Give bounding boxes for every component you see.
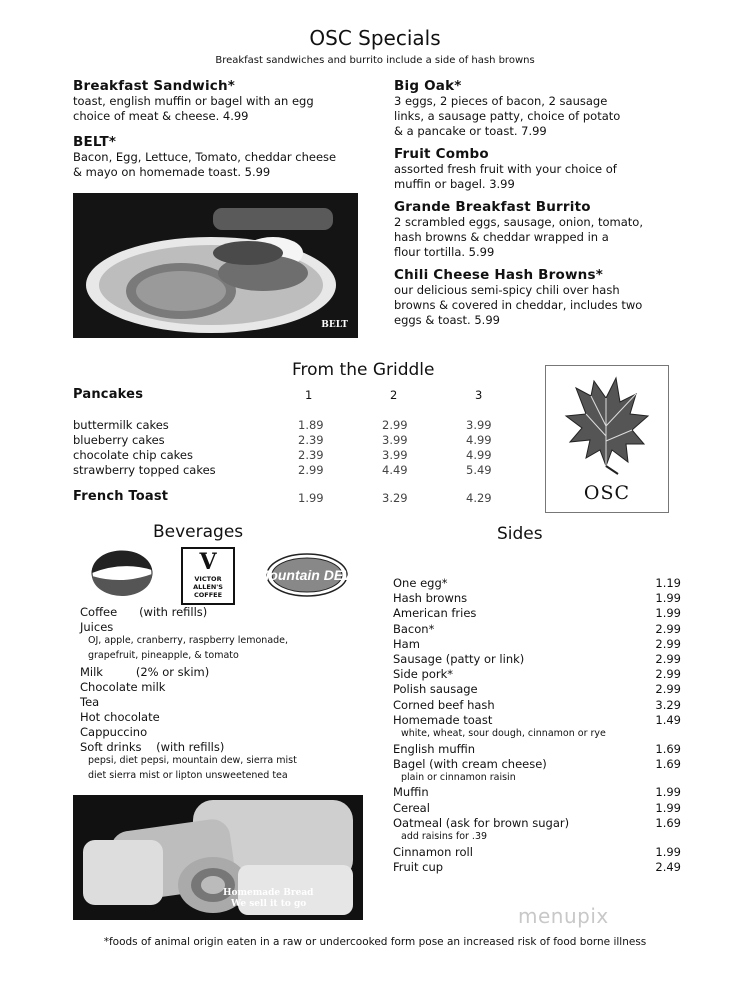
special-item [394,146,684,192]
side-name: Oatmeal (ask for brown sugar) [393,815,570,830]
sides-list [393,576,681,886]
side-item [393,637,681,652]
footer-disclaimer: *foods of animal origin eaten in a raw or undercooked form pose an increased risk of food borne illness [103,936,647,948]
griddle-price: 5.49 [466,463,492,477]
side-price: 1.99 [655,800,681,815]
special-desc-line: eggs & toast. 5.99 [394,313,500,327]
special-desc-line: & a pancake or toast. 7.99 [394,124,547,138]
belt-plate-image [73,193,358,338]
griddle-price: 4.99 [466,448,492,462]
page-title: OSC Specials [309,26,441,50]
osc-logo-text: OSC [583,482,631,504]
special-desc-line: choice of meat & cheese. 4.99 [73,109,249,123]
side-name: American fries [393,606,477,621]
side-price: 2.99 [655,682,681,697]
mountain-dew-icon [257,553,357,597]
griddle-price: 4.29 [466,491,492,505]
special-desc-line: 2 scrambled eggs, sausage, onion, tomato, [394,215,643,229]
oak-leaf-icon [546,366,668,476]
side-item [393,652,681,667]
special-item [73,78,373,124]
sides-title: Sides [497,524,543,544]
victor-v-icon: V [199,549,217,575]
special-desc-line: muffin or bagel. 3.99 [394,177,515,191]
special-item [394,78,684,139]
beverage-note: pepsi, diet pepsi, mountain dew, sierra mist [88,755,297,766]
side-item [393,785,681,800]
pepsi-globe-icon [91,551,153,595]
beverages-title: Beverages [153,522,244,542]
side-name: Cinnamon roll [393,844,473,859]
special-item [73,134,373,180]
side-price: 2.99 [655,667,681,682]
special-name: Big Oak* [394,78,462,94]
special-desc-line: Bacon, Egg, Lettuce, Tomato, cheddar cheese [73,150,337,164]
griddle-price: 2.39 [298,448,324,462]
griddle-price: 2.39 [298,433,324,447]
special-name: Chili Cheese Hash Browns* [394,267,603,283]
griddle-price: 3.99 [382,433,408,447]
side-note-text: plain or cinnamon raisin [401,771,516,783]
side-price: 1.69 [655,756,681,771]
side-name: English muffin [393,741,476,756]
french-toast-name: French Toast [73,489,169,504]
side-item [393,667,681,682]
side-name: Fruit cup [393,859,444,874]
special-desc-line: links, a sausage patty, choice of potato [394,109,621,123]
osc-logo [545,365,669,513]
beverage-item: Coffee (with refills) [80,605,208,619]
griddle-price: 2.99 [382,418,408,432]
side-name: Side pork* [393,667,453,682]
pepsi-logo [91,551,153,599]
special-desc-line: assorted fresh fruit with your choice of [394,162,617,176]
watermark: menupix [518,904,609,928]
victor-allens-text: VICTOR ALLEN'S COFFEE [193,575,223,599]
special-item [394,267,684,328]
special-name: Breakfast Sandwich* [73,78,236,94]
special-name: BELT* [73,134,117,150]
side-item [393,845,681,860]
beverage-item: Cappuccino [80,725,148,739]
belt-photo [73,193,358,338]
griddle-col-header: 3 [475,388,483,402]
side-note-text: add raisins for .39 [401,831,488,842]
side-name: Bacon* [393,621,435,636]
side-price: 1.99 [655,844,681,859]
griddle-col-header: 2 [390,388,398,402]
griddle-price: 2.99 [298,463,324,477]
side-name: Bagel (with cream cheese) [393,756,547,771]
special-item [394,199,684,260]
mountain-dew-logo [257,553,357,601]
griddle-price: 1.99 [298,491,324,505]
griddle-item-name: strawberry topped cakes [73,463,216,477]
side-item [393,698,681,713]
side-price: 1.69 [655,741,681,756]
special-desc-line: browns & covered in cheddar, includes two [394,298,643,312]
side-item [393,757,681,772]
special-name: Fruit Combo [394,146,489,162]
beverage-item: Tea [80,695,100,709]
special-desc-line: our delicious semi-spicy chili over hash [394,283,620,297]
side-item [393,606,681,621]
side-item [393,682,681,697]
bread-loaves-image [73,795,363,920]
beverage-item: Juices [80,620,114,634]
griddle-item-name: blueberry cakes [73,433,165,447]
side-price: 1.19 [655,576,681,590]
side-item [393,576,681,591]
side-name: Polish sausage [393,682,478,697]
special-name: Grande Breakfast Burrito [394,199,591,215]
griddle-price: 1.89 [298,418,324,432]
side-price: 1.99 [655,606,681,621]
side-name: Corned beef hash [393,697,495,712]
bread-caption-1: Homemade Bread [223,888,314,898]
side-price: 1.49 [655,712,681,727]
page-subtitle: Breakfast sandwiches and burrito include a side of hash browns [215,55,535,66]
side-item [393,816,681,831]
side-name: Hash browns [393,591,468,606]
special-desc-line: & mayo on homemade toast. 5.99 [73,165,271,179]
beverage-note: OJ, apple, cranberry, raspberry lemonade, [88,635,289,646]
bread-photo [73,795,363,920]
beverage-note: grapefruit, pineapple, & tomato [88,650,239,661]
griddle-item-name: buttermilk cakes [73,418,169,432]
side-name: One egg* [393,576,448,590]
side-item [393,742,681,757]
side-name: Muffin [393,785,429,800]
griddle-price: 4.99 [466,433,492,447]
bread-caption-2: We sell it to go [231,899,307,909]
griddle-title: From the Griddle [292,360,435,380]
griddle-price: 3.99 [382,448,408,462]
griddle-item-name: chocolate chip cakes [73,448,193,462]
side-price: 2.99 [655,652,681,666]
side-name: Sausage (patty or link) [393,652,525,666]
side-price: 3.29 [655,697,681,712]
side-price: 1.99 [655,591,681,606]
side-item [393,713,681,728]
beverage-item: Chocolate milk [80,680,166,694]
special-desc-line: flour tortilla. 5.99 [394,245,495,259]
side-price: 2.99 [655,621,681,636]
side-item [393,860,681,875]
special-desc-line: hash browns & cheddar wrapped in a [394,230,609,244]
beverage-item: Milk (2% or skim) [80,665,210,679]
specials-right [394,78,684,328]
side-price: 2.49 [655,859,681,874]
special-desc-line: 3 eggs, 2 pieces of bacon, 2 sausage [394,94,608,108]
victor-allens-logo [181,547,235,605]
side-price: 1.69 [655,815,681,830]
side-price: 2.99 [655,636,681,651]
side-note-text: white, wheat, sour dough, cinnamon or rye [401,728,606,739]
side-name: Homemade toast [393,712,493,727]
pancakes-label: Pancakes [73,387,144,402]
side-item [393,591,681,606]
griddle-price: 3.29 [382,491,408,505]
side-item [393,801,681,816]
specials-left [73,78,373,189]
griddle-price: 3.99 [466,418,492,432]
side-name: Ham [393,636,420,651]
side-name: Cereal [393,800,430,815]
griddle-price: 4.49 [382,463,408,477]
special-desc-line: toast, english muffin or bagel with an egg [73,94,314,108]
griddle-col-header: 1 [305,388,313,402]
belt-photo-label: BELT [321,320,348,330]
beverage-item: Hot chocolate [80,710,160,724]
side-price: 1.99 [655,785,681,800]
beverage-note: diet sierra mist or lipton unsweetened tea [88,770,288,781]
beverage-item: Soft drinks (with refills) [80,740,225,754]
side-item [393,622,681,637]
mountain-dew-text: Mountain DEW [257,567,357,583]
